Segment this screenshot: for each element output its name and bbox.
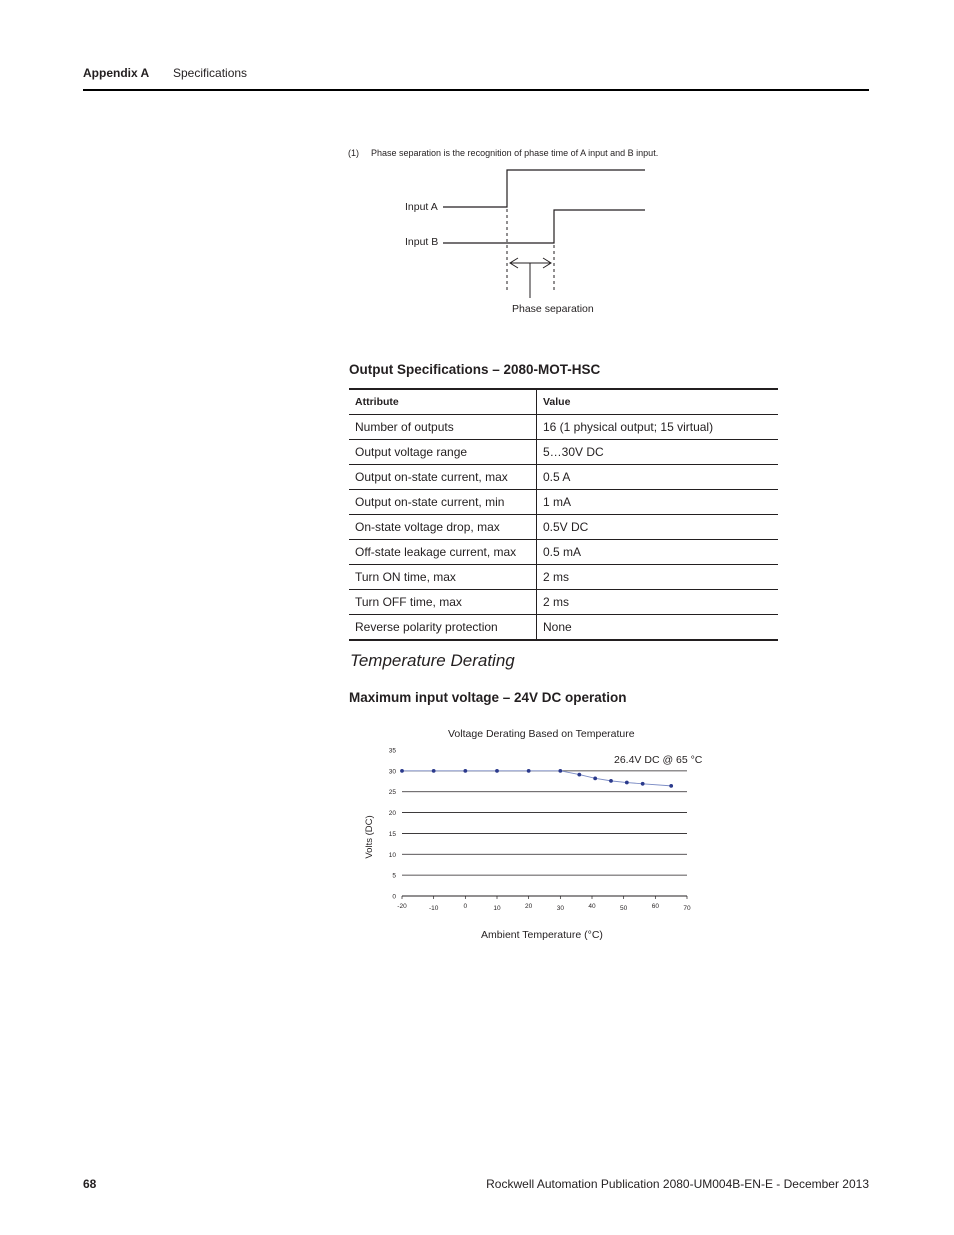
x-tick-label: 40 bbox=[588, 903, 596, 910]
data-point bbox=[527, 769, 531, 773]
attribute-cell: Output voltage range bbox=[349, 440, 537, 465]
header-rule bbox=[83, 89, 869, 91]
data-point bbox=[593, 776, 597, 780]
phase-diagram bbox=[395, 160, 655, 320]
x-tick-label: 50 bbox=[620, 905, 628, 912]
value-cell: 5…30V DC bbox=[537, 440, 779, 465]
attribute-cell: Output on-state current, min bbox=[349, 490, 537, 515]
table-title: Output Specifications – 2080-MOT-HSC bbox=[349, 362, 601, 377]
x-axis-label: Ambient Temperature (°C) bbox=[481, 929, 603, 941]
attribute-cell: Reverse polarity protection bbox=[349, 615, 537, 641]
table-row bbox=[349, 615, 778, 641]
attribute-cell: Turn ON time, max bbox=[349, 565, 537, 590]
header-value: Value bbox=[537, 389, 779, 415]
x-tick-label: -20 bbox=[397, 903, 407, 910]
header-section: Appendix A bbox=[83, 66, 150, 80]
y-tick-label: 25 bbox=[388, 789, 396, 797]
data-point bbox=[609, 779, 613, 783]
table-row bbox=[349, 515, 778, 540]
publication-info: Rockwell Automation Publication 2080-UM004B-EN-E - December 2013 bbox=[486, 1177, 869, 1191]
data-point bbox=[432, 769, 436, 773]
input-b-signal bbox=[443, 210, 645, 243]
x-tick-label: 30 bbox=[556, 905, 564, 912]
table-row bbox=[349, 590, 778, 615]
data-point bbox=[495, 769, 499, 773]
y-axis-label: Volts (DC) bbox=[364, 815, 375, 859]
chart-title: Voltage Derating Based on Temperature bbox=[448, 728, 635, 740]
y-tick-label: 20 bbox=[388, 810, 396, 818]
table-row bbox=[349, 490, 778, 515]
attribute-cell: Output on-state current, max bbox=[349, 465, 537, 490]
data-point bbox=[625, 781, 629, 785]
y-tick-label: 30 bbox=[388, 768, 396, 776]
data-point bbox=[463, 769, 467, 773]
y-tick-label: 5 bbox=[392, 872, 396, 880]
footnote-mark: (1) bbox=[348, 148, 359, 158]
attribute-cell: Number of outputs bbox=[349, 415, 537, 440]
chart-grid bbox=[402, 771, 687, 899]
value-cell: 1 mA bbox=[537, 490, 779, 515]
chart-annotation: 26.4V DC @ 65 °C bbox=[614, 754, 703, 766]
y-tick-label: 0 bbox=[392, 893, 396, 901]
attribute-cell: On-state voltage drop, max bbox=[349, 515, 537, 540]
x-tick-label: 70 bbox=[683, 905, 691, 912]
header-title: Specifications bbox=[173, 66, 248, 80]
table-row bbox=[349, 440, 778, 465]
value-cell: 16 (1 physical output; 15 virtual) bbox=[537, 415, 779, 440]
y-tick-label: 15 bbox=[388, 830, 396, 838]
footnote bbox=[348, 148, 658, 158]
y-tick-label: 10 bbox=[388, 851, 396, 859]
page-number: 68 bbox=[83, 1177, 97, 1191]
data-point bbox=[641, 782, 645, 786]
attribute-cell: Turn OFF time, max bbox=[349, 590, 537, 615]
value-cell: 0.5 A bbox=[537, 465, 779, 490]
input-a-signal bbox=[443, 170, 645, 207]
x-tick-label: -10 bbox=[428, 905, 439, 912]
table-row bbox=[349, 415, 778, 440]
output-spec-table bbox=[349, 388, 778, 641]
x-tick-label: 20 bbox=[525, 903, 533, 910]
x-tick-label: 60 bbox=[651, 903, 659, 910]
section-heading: Temperature Derating bbox=[350, 651, 515, 670]
sub-heading: Maximum input voltage – 24V DC operation bbox=[349, 690, 627, 705]
input-a-label: Input A bbox=[405, 201, 438, 213]
data-point bbox=[400, 769, 404, 773]
footnote-text: Phase separation is the recognition of phase time of A input and B input. bbox=[371, 148, 659, 158]
data-point bbox=[558, 769, 562, 773]
input-b-label: Input B bbox=[405, 236, 439, 248]
value-cell: 2 ms bbox=[537, 565, 779, 590]
chart-series bbox=[400, 769, 673, 788]
series-line bbox=[402, 771, 671, 786]
phase-separation-label: Phase separation bbox=[512, 303, 594, 315]
table-header-row bbox=[349, 389, 778, 415]
value-cell: 0.5 mA bbox=[537, 540, 779, 565]
value-cell: 2 ms bbox=[537, 590, 779, 615]
header-attribute: Attribute bbox=[349, 389, 537, 415]
table-row bbox=[349, 565, 778, 590]
derating-chart bbox=[355, 722, 715, 947]
x-tick-label: 10 bbox=[493, 905, 501, 912]
data-point bbox=[669, 784, 673, 788]
x-tick-label: 0 bbox=[463, 903, 468, 910]
y-tick-label: 35 bbox=[388, 747, 396, 755]
value-cell: 0.5V DC bbox=[537, 515, 779, 540]
value-cell: None bbox=[537, 615, 779, 641]
attribute-cell: Off-state leakage current, max bbox=[349, 540, 537, 565]
table-row bbox=[349, 465, 778, 490]
table-row bbox=[349, 540, 778, 565]
data-point bbox=[577, 773, 581, 777]
